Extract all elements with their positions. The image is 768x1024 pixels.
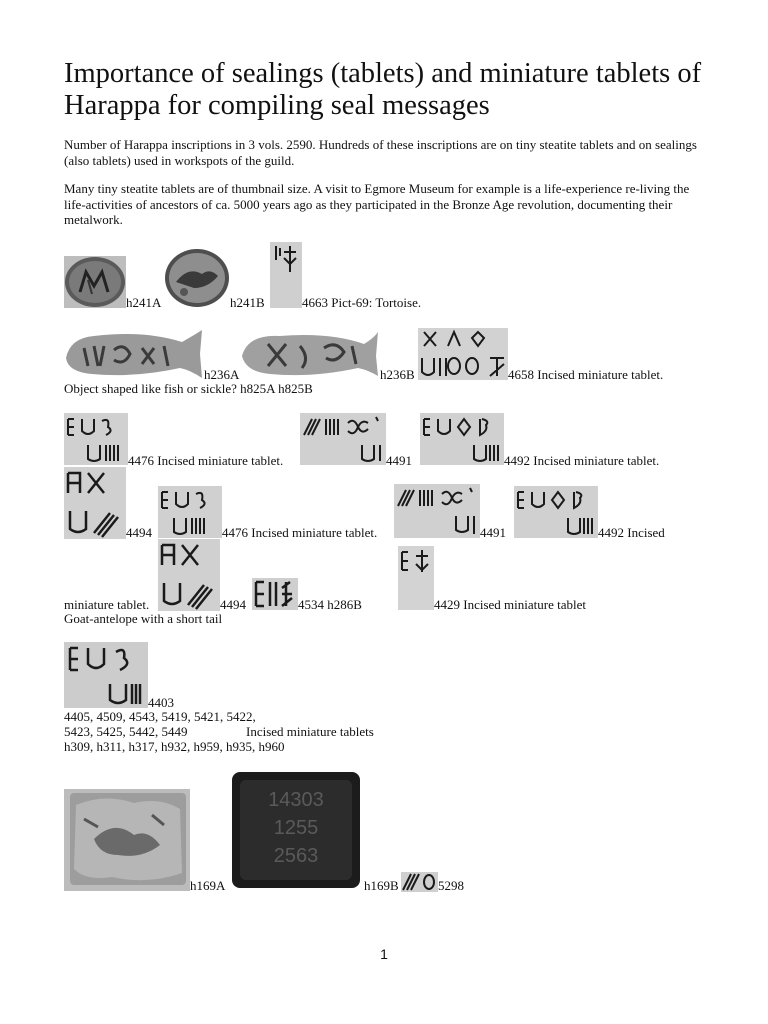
caption-miniature-tablet: miniature tablet. <box>64 597 150 612</box>
caption-4403: 4403 <box>148 695 174 710</box>
tablet-image-4491-b <box>394 484 480 538</box>
caption-4492-b: 4492 Incised <box>598 525 665 540</box>
caption-4494-b: 4494 <box>220 597 246 612</box>
tablet-image-4476-b <box>158 486 222 538</box>
museum-paragraph: Many tiny steatite tablets are of thumbnail size. A visit to Egmore Museum for example is a life-experience re-living the life-activities of ancestors of ca. 5000 years ago as they participated in the Bronze Age revolution, documenting their metalwork. <box>64 181 690 227</box>
caption-4491-b: 4491 <box>480 525 506 540</box>
inscription-list-2: 5423, 5425, 5442, 5449 <box>64 724 188 739</box>
caption-4491-a: 4491 <box>386 453 412 468</box>
tablet-image-4494-a <box>64 467 126 539</box>
caption-h236B: h236B <box>380 367 415 382</box>
page-number: 1 <box>380 946 388 962</box>
tablet-image-4403 <box>64 642 148 708</box>
tablet-image-5298 <box>401 872 438 892</box>
caption-4429: 4429 Incised miniature tablet <box>434 597 586 612</box>
sealing-image-h236A <box>64 328 204 380</box>
tablet-image-4492-a <box>420 413 504 465</box>
intro-paragraph: Number of Harappa inscriptions in 3 vols. 2590. Hundreds of these inscriptions are on tiny steatite tablets and on sealings (also tablets) used in workspots of the guild. <box>64 137 697 168</box>
tablet-image-4476-a <box>64 413 128 465</box>
caption-4476-a: 4476 Incised miniature tablet. <box>128 453 284 468</box>
caption-h241A: h241A <box>126 295 162 310</box>
caption-fish-object: Object shaped like fish or sickle? h825A h825B <box>64 381 313 396</box>
seal-image-h241A <box>64 256 126 308</box>
tablet-image-4663 <box>270 242 302 308</box>
tablet-image-4658 <box>418 328 508 380</box>
caption-4534: 4534 h286B <box>298 597 362 612</box>
caption-4494-a: 4494 <box>126 525 152 540</box>
tablet-image-4494-b <box>158 539 220 611</box>
tablet-image-4491-a <box>300 413 386 465</box>
inscription-list-1: 4405, 4509, 4543, 5419, 5421, 5422, <box>64 709 256 724</box>
page-title: Importance of sealings (tablets) and miniature tablets of Harappa for compiling seal messages <box>64 58 702 121</box>
caption-h169B: h169B <box>364 878 399 893</box>
inscription-list-3: h309, h311, h317, h932, h959, h935, h960 <box>64 739 285 754</box>
caption-h241B: h241B <box>230 295 265 310</box>
caption-4658: 4658 Incised miniature tablet. <box>508 367 664 382</box>
sealing-image-h236B <box>240 328 380 380</box>
caption-goat-antelope: Goat-antelope with a short tail <box>64 611 223 626</box>
h169B-text-line-1: 14303 <box>268 789 324 811</box>
sealing-image-h169A <box>64 789 190 891</box>
tablet-image-4429 <box>398 546 434 610</box>
h169B-text-line-3: 2563 <box>273 845 319 867</box>
tablet-image-4492-b <box>514 486 598 538</box>
caption-4663: 4663 Pict-69: Tortoise. <box>302 295 422 310</box>
caption-5298: 5298 <box>438 878 464 893</box>
sealing-image-h169B <box>228 768 364 892</box>
seal-image-h241B <box>164 248 230 308</box>
h169B-text-line-2: 1255 <box>273 817 319 839</box>
caption-4476-b: 4476 Incised miniature tablet. <box>222 525 378 540</box>
caption-4492-a: 4492 Incised miniature tablet. <box>504 453 660 468</box>
inscription-list-2-note: Incised miniature tablets <box>246 724 374 739</box>
caption-h169A: h169A <box>190 878 226 893</box>
tablet-image-4534 <box>252 578 298 610</box>
caption-h236A: h236A <box>204 367 240 382</box>
